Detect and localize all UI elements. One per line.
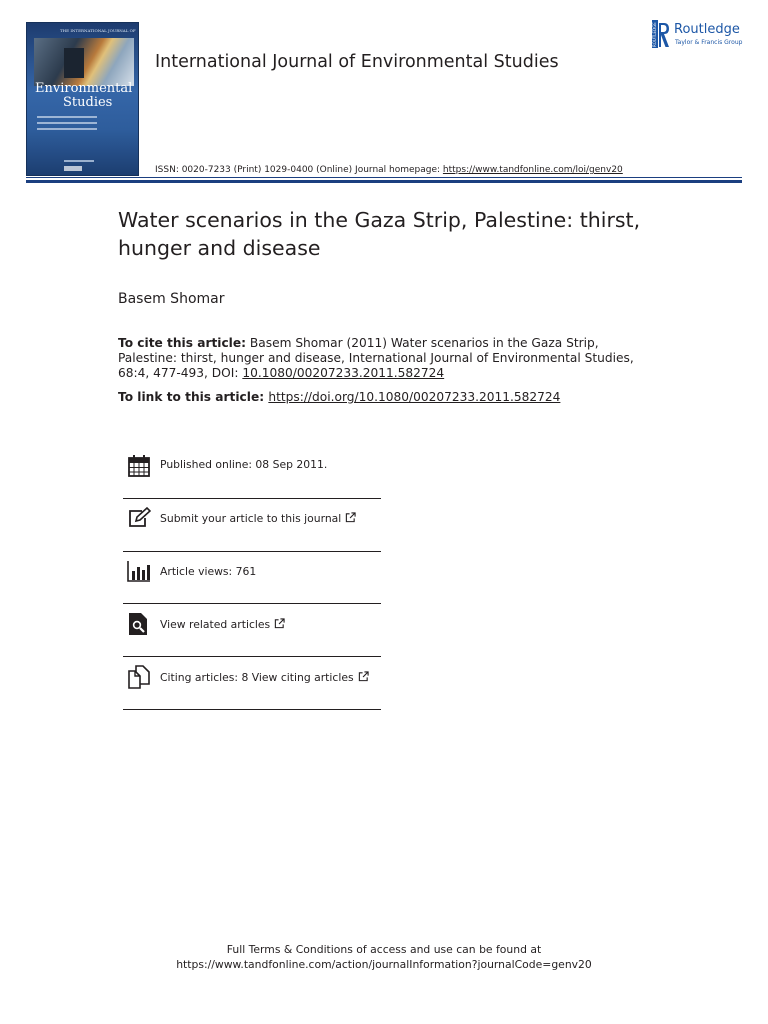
citation-doi-link[interactable]: 10.1080/00207233.2011.582724 — [242, 366, 445, 380]
cover-photo — [34, 38, 134, 86]
external-link-icon — [274, 618, 285, 629]
citation-block — [118, 336, 658, 381]
info-row-citing[interactable] — [123, 657, 381, 710]
article-author: Basem Shomar — [118, 291, 225, 307]
view-related-articles-link[interactable] — [160, 618, 285, 631]
footer-terms-text: Full Terms & Conditions of access and use can be found at — [226, 943, 542, 956]
publisher-vertical-text: ROUTLEDGE — [652, 22, 658, 47]
issn-line — [155, 165, 623, 175]
cover-publisher-logo — [64, 166, 82, 171]
cover-title — [35, 82, 139, 110]
search-document-icon — [127, 612, 151, 636]
issn-text: ISSN: 0020-7233 (Print) 1029-0400 (Online) Journal homepage: — [155, 165, 443, 175]
bar-chart-icon — [127, 559, 151, 583]
submit-article-link[interactable] — [160, 512, 356, 525]
cover-title-line1: Environmental — [35, 81, 133, 96]
article-title: Water scenarios in the Gaza Strip, Palestine: thirst, hunger and disease — [118, 208, 641, 260]
published-online-text: Published online: 08 Sep 2011. — [160, 458, 328, 471]
cover-decorative-lines — [37, 116, 97, 134]
external-link-icon — [358, 671, 369, 682]
footer — [0, 942, 768, 972]
citation-text: Basem Shomar (2011) Water scenarios in the Gaza Strip, Palestine: thirst, hunger and disease, International Journal of Environmental Studies, 68:4, 477-493, DOI: — [118, 336, 634, 380]
journal-title: International Journal of Environmental Studies — [155, 52, 559, 72]
routledge-r-icon — [652, 20, 670, 48]
footer-terms-link[interactable]: https://www.tandfonline.com/action/journalInformation?journalCode=genv20 — [176, 958, 592, 971]
publisher-logo[interactable] — [652, 20, 748, 50]
info-row-views — [123, 552, 381, 604]
calendar-icon — [127, 454, 151, 478]
header-divider — [26, 180, 742, 183]
external-link-icon — [345, 512, 356, 523]
header-divider-thin — [26, 177, 742, 178]
citation-label: To cite this article: — [118, 336, 247, 350]
cover-top-text: THE INTERNATIONAL JOURNAL OF — [60, 28, 136, 33]
citing-articles-label: Citing articles: 8 View citing articles — [160, 671, 354, 684]
article-link-line — [118, 390, 560, 404]
link-label: To link to this article: — [118, 390, 269, 404]
publisher-subtitle: Taylor & Francis Group — [675, 39, 743, 46]
info-row-related[interactable] — [123, 604, 381, 657]
cover-issn-line — [64, 160, 94, 162]
journal-cover-image[interactable] — [26, 22, 139, 176]
citing-articles-icon — [127, 665, 151, 689]
article-info-list — [123, 446, 381, 710]
related-articles-label: View related articles — [160, 618, 271, 631]
submit-article-label: Submit your article to this journal — [160, 512, 342, 525]
info-row-submit[interactable] — [123, 499, 381, 552]
cover-title-line2: Studies — [63, 95, 113, 110]
edit-icon — [127, 507, 151, 531]
article-doi-link[interactable]: https://doi.org/10.1080/00207233.2011.582724 — [268, 390, 561, 404]
journal-homepage-link[interactable]: https://www.tandfonline.com/loi/genv20 — [442, 165, 623, 175]
publisher-name: Routledge — [674, 22, 740, 37]
citing-articles-link[interactable] — [160, 671, 369, 684]
article-views-text: Article views: 761 — [160, 565, 257, 578]
info-row-published — [123, 446, 381, 499]
